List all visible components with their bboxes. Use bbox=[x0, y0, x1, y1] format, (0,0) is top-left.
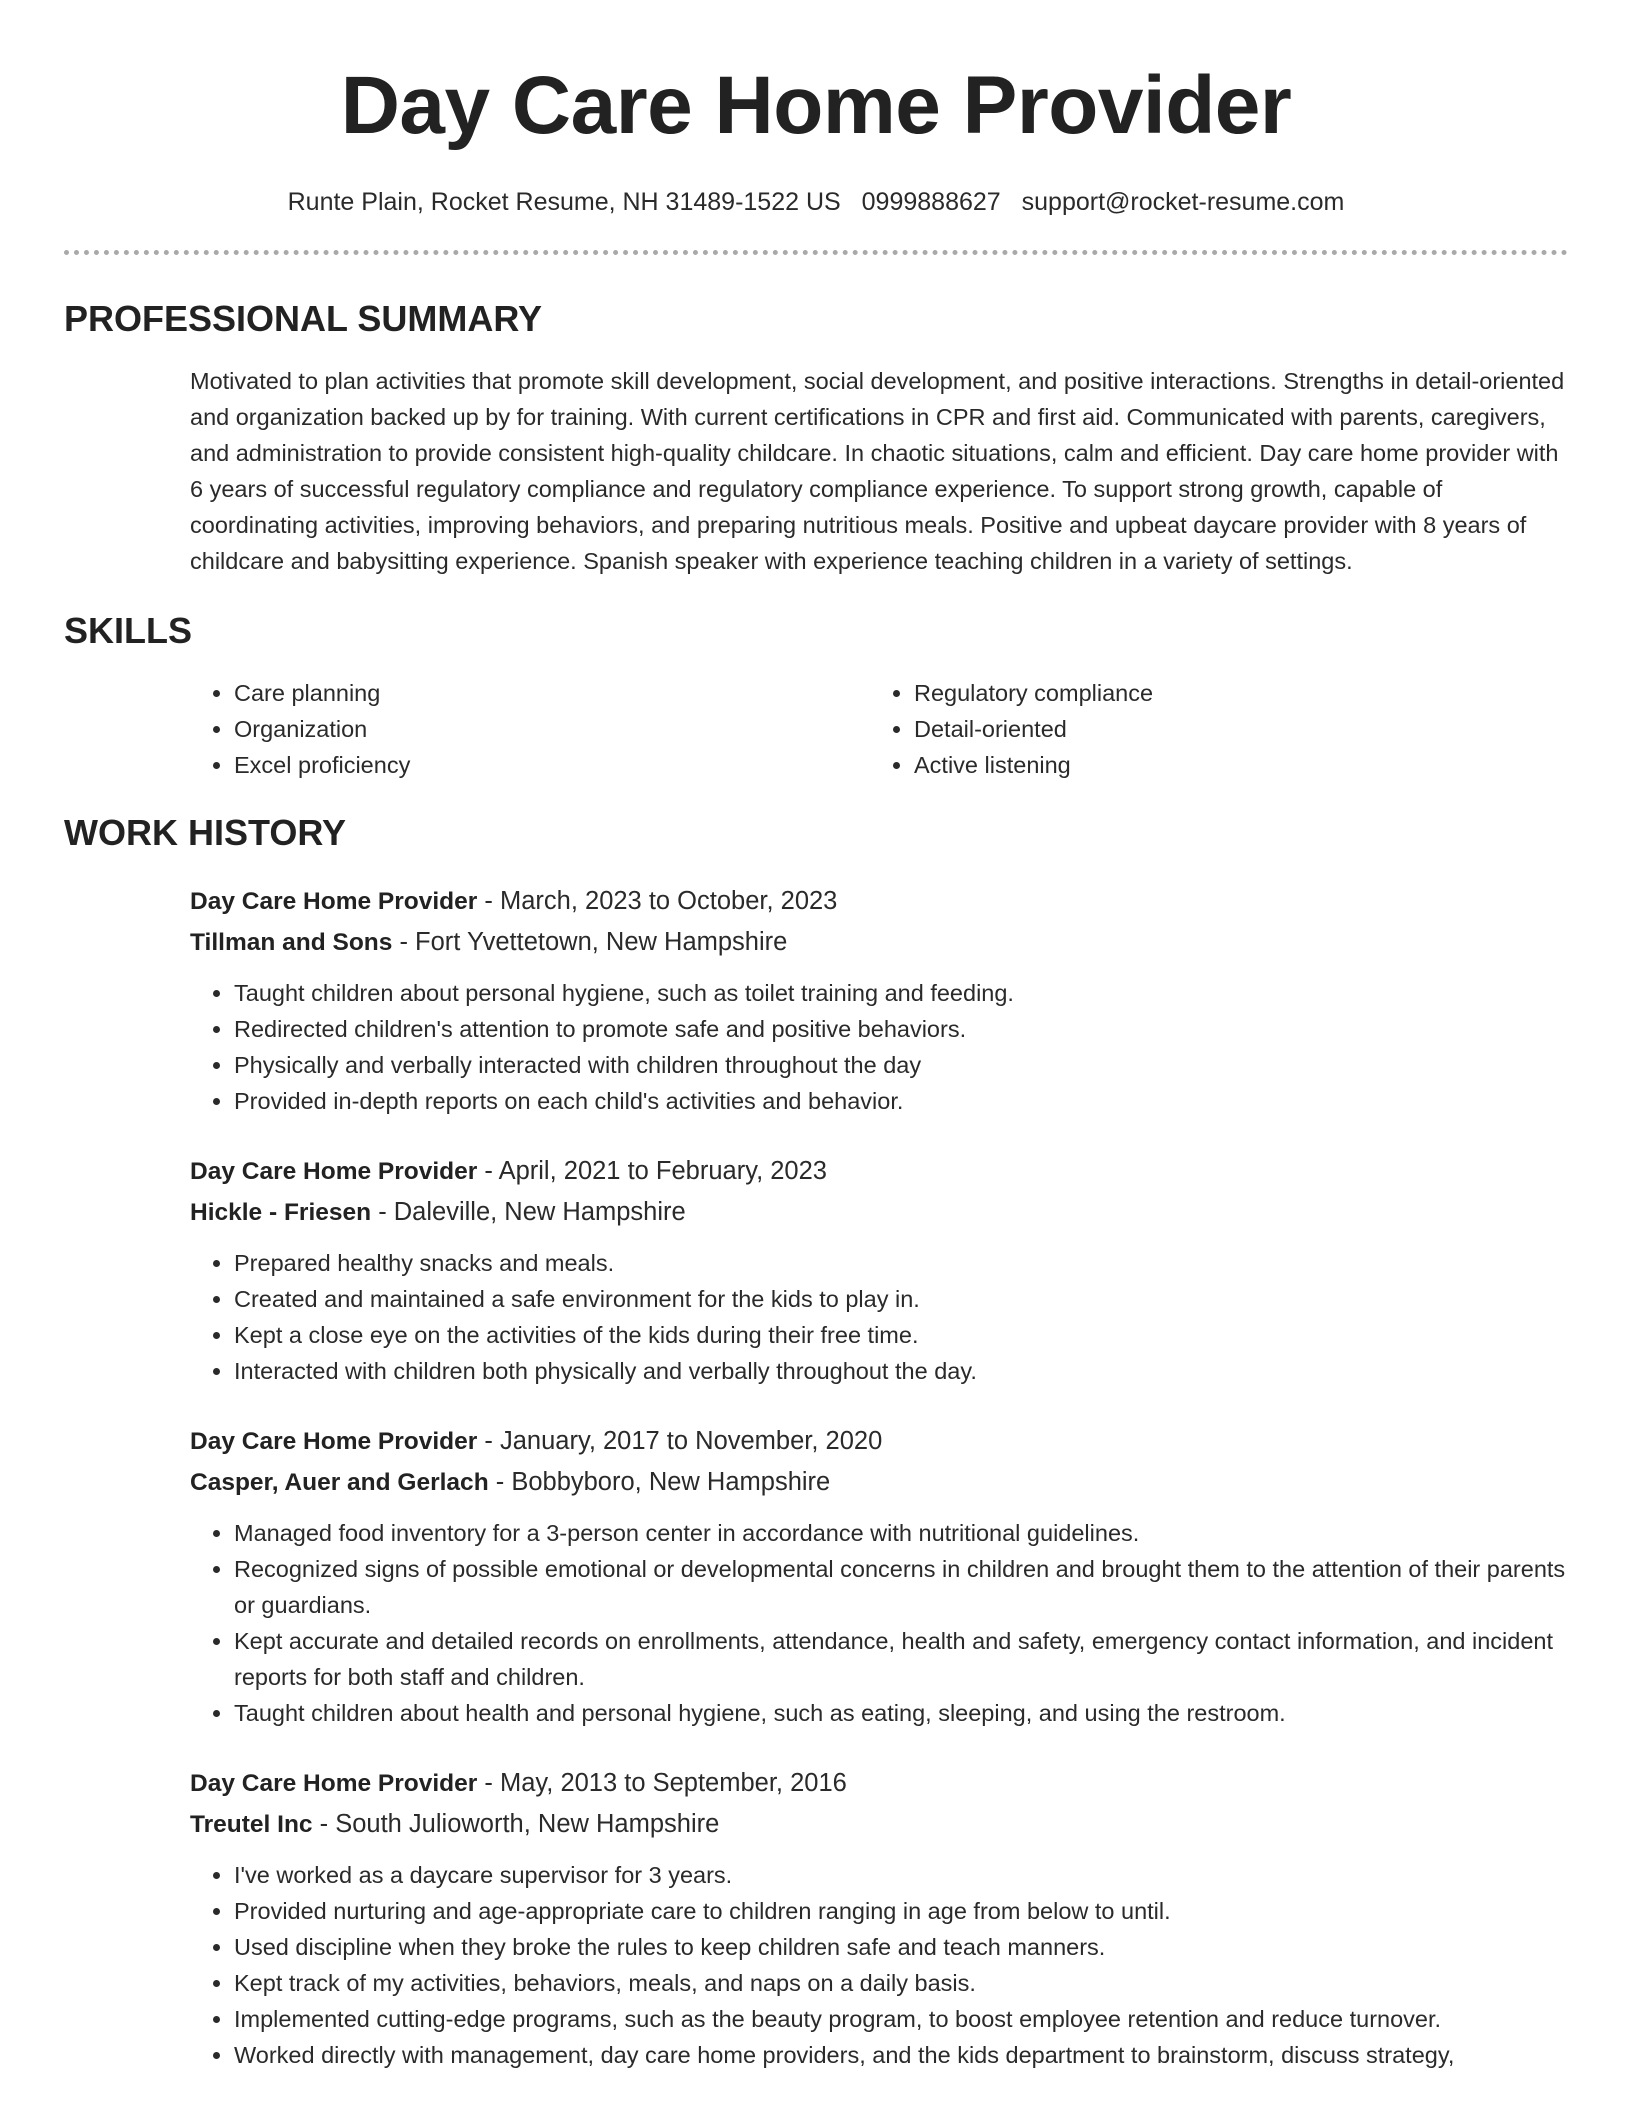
resume-name: Day Care Home Provider bbox=[340, 60, 1292, 151]
job-bullet: • Taught children about health and personal hygiene, such as eating, sleeping, and using the restroom. bbox=[234, 1695, 1568, 1731]
job-bullet: • Created and maintained a safe environment for the kids to play in. bbox=[234, 1281, 1568, 1317]
job-bullet: • Physically and verbally interacted with children throughout the day bbox=[234, 1047, 1568, 1083]
job-title-line bbox=[190, 1151, 1568, 1192]
job-entry bbox=[190, 1151, 1568, 1389]
job-bullet: • Used discipline when they broke the rules to keep children safe and teach manners. bbox=[234, 1929, 1568, 1965]
job-entry bbox=[190, 1421, 1568, 1731]
job-dates: - April, 2021 to February, 2023 bbox=[477, 1157, 827, 1185]
skills-column-right bbox=[870, 675, 1550, 783]
job-bullet: • Kept a close eye on the activities of the kids during their free time. bbox=[234, 1317, 1568, 1353]
job-bullets bbox=[190, 1515, 1568, 1731]
job-company-line bbox=[190, 1192, 1568, 1233]
job-role: Day Care Home Provider bbox=[190, 1428, 478, 1455]
job-role: Day Care Home Provider bbox=[190, 1158, 478, 1185]
job-entry bbox=[190, 1763, 1568, 2073]
skills-column-left bbox=[190, 675, 870, 783]
contact-phone: 0999888627 bbox=[861, 188, 1001, 216]
job-bullet: • Provided in-depth reports on each child's activities and behavior. bbox=[234, 1083, 1568, 1119]
skill-item: • Regulatory compliance bbox=[914, 675, 1550, 711]
contact-line bbox=[64, 186, 1568, 218]
job-bullet: • Provided nurturing and age-appropriate care to children ranging in age from below to until. bbox=[234, 1893, 1568, 1929]
job-bullet: • Prepared healthy snacks and meals. bbox=[234, 1245, 1568, 1281]
job-company: Hickle - Friesen bbox=[190, 1199, 372, 1226]
skills-list bbox=[190, 675, 1568, 783]
skill-item: • Organization bbox=[234, 711, 870, 747]
job-bullet: • Managed food inventory for a 3-person center in accordance with nutritional guidelines. bbox=[234, 1515, 1568, 1551]
job-company: Tillman and Sons bbox=[190, 929, 393, 956]
job-bullet: • Recognized signs of possible emotional or developmental concerns in children and brought them to the attention of their parents or guardians. bbox=[234, 1551, 1568, 1623]
job-bullet: • Implemented cutting-edge programs, such as the beauty program, to boost employee retention and reduce turnover. bbox=[234, 2001, 1568, 2037]
job-location: - Fort Yvettetown, New Hampshire bbox=[392, 928, 788, 956]
job-bullet: • Interacted with children both physically and verbally throughout the day. bbox=[234, 1353, 1568, 1389]
job-role: Day Care Home Provider bbox=[190, 1770, 478, 1797]
job-dates: - May, 2013 to September, 2016 bbox=[477, 1769, 847, 1797]
job-title-line bbox=[190, 1421, 1568, 1462]
skill-item: • Active listening bbox=[914, 747, 1550, 783]
job-location: - Bobbyboro, New Hampshire bbox=[488, 1468, 831, 1496]
resume-page bbox=[64, 0, 1568, 2073]
skill-item: • Excel proficiency bbox=[234, 747, 870, 783]
job-company-line bbox=[190, 1804, 1568, 1845]
skill-item: • Care planning bbox=[234, 675, 870, 711]
job-location: - South Julioworth, New Hampshire bbox=[312, 1810, 720, 1838]
job-bullet: • Taught children about personal hygiene, such as toilet training and feeding. bbox=[234, 975, 1568, 1011]
work-history-heading: WORK HISTORY bbox=[64, 812, 347, 853]
job-bullet: • Kept accurate and detailed records on enrollments, attendance, health and safety, emergency contact information, and incident reports for both staff and children. bbox=[234, 1623, 1568, 1695]
job-title-line bbox=[190, 881, 1568, 922]
header-divider bbox=[64, 250, 1568, 255]
job-entry bbox=[190, 881, 1568, 1119]
contact-address: Runte Plain, Rocket Resume, NH 31489-1522 US bbox=[287, 188, 841, 216]
job-location: - Daleville, New Hampshire bbox=[371, 1198, 686, 1226]
job-role: Day Care Home Provider bbox=[190, 888, 478, 915]
summary-heading: PROFESSIONAL SUMMARY bbox=[64, 298, 543, 339]
job-bullets bbox=[190, 1857, 1568, 2073]
job-bullet: • Kept track of my activities, behaviors, meals, and naps on a daily basis. bbox=[234, 1965, 1568, 2001]
job-company-line bbox=[190, 922, 1568, 963]
job-bullet: • Redirected children's attention to promote safe and positive behaviors. bbox=[234, 1011, 1568, 1047]
job-company: Casper, Auer and Gerlach bbox=[190, 1469, 489, 1496]
contact-email: support@rocket-resume.com bbox=[1021, 188, 1345, 216]
job-dates: - March, 2023 to October, 2023 bbox=[477, 887, 838, 915]
job-company: Treutel Inc bbox=[190, 1811, 313, 1838]
job-bullets bbox=[190, 1245, 1568, 1389]
job-dates: - January, 2017 to November, 2020 bbox=[477, 1427, 883, 1455]
summary-text: Motivated to plan activities that promote skill development, social development, and positive interactions. Strengths in detail-oriented and organization backed up by for training. With current certifications in CPR and first aid. Communicated with parents, caregivers, and administration to provide consistent high-quality childcare. In chaotic situations, calm and efficient. Day care home provider with 6 years of successful regulatory compliance and regulatory compliance experience. To support strong growth, capable of coordinating activities, improving behaviors, and preparing nutritious meals. Positive and upbeat daycare provider with 8 years of childcare and babysitting experience. Spanish speaker with experience teaching children in a variety of settings. bbox=[190, 368, 1565, 574]
job-company-line bbox=[190, 1462, 1568, 1503]
job-bullets bbox=[190, 975, 1568, 1119]
job-bullet: • I've worked as a daycare supervisor for 3 years. bbox=[234, 1857, 1568, 1893]
job-bullet: • Worked directly with management, day care home providers, and the kids department to brainstorm, discuss strategy, bbox=[234, 2037, 1568, 2073]
skills-heading: SKILLS bbox=[64, 610, 193, 651]
job-title-line bbox=[190, 1763, 1568, 1804]
skill-item: • Detail-oriented bbox=[914, 711, 1550, 747]
